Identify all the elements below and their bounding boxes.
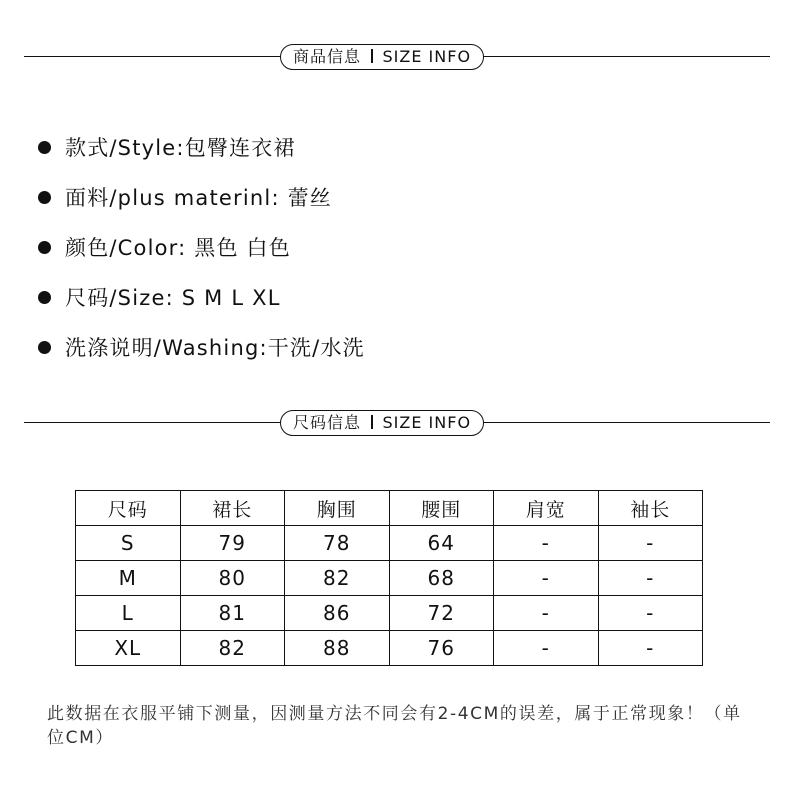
section-header-size-info [24, 410, 770, 436]
table-cell: 79 [180, 526, 285, 561]
section-title-en: SIZE INFO [382, 413, 472, 432]
spec-text: 洗涤说明/Washing:干洗/水洗 [65, 336, 365, 360]
spec-text: 颜色/Color: 黑色 白色 [65, 236, 291, 260]
table-cell: - [598, 631, 703, 666]
bullet-icon [38, 141, 51, 154]
spec-text: 尺码/Size: S M L XL [65, 286, 281, 310]
section-title-cn: 尺码信息 [293, 413, 362, 432]
spec-item-material [38, 172, 365, 222]
spec-text: 面料/plus materinl: 蕾丝 [65, 186, 333, 210]
title-separator [371, 415, 373, 429]
table-cell: - [494, 526, 599, 561]
table-row [76, 631, 703, 666]
section-title-en: SIZE INFO [382, 47, 472, 66]
title-separator [371, 49, 373, 63]
spec-item-style [38, 122, 365, 172]
header-size: 尺码 [76, 491, 181, 526]
table-cell: XL [76, 631, 181, 666]
table-cell: S [76, 526, 181, 561]
table-cell: 82 [180, 631, 285, 666]
table-cell: M [76, 561, 181, 596]
table-cell: 81 [180, 596, 285, 631]
spec-list [38, 122, 365, 372]
spec-item-washing [38, 322, 365, 372]
bullet-icon [38, 291, 51, 304]
table-cell: - [598, 526, 703, 561]
table-cell: 78 [285, 526, 390, 561]
table-row [76, 561, 703, 596]
table-cell: 68 [389, 561, 494, 596]
table-cell: - [598, 596, 703, 631]
header-sleeve: 袖长 [598, 491, 703, 526]
size-table [75, 490, 703, 666]
section-header-product-info [24, 44, 770, 70]
spec-item-size [38, 272, 365, 322]
table-header-row [76, 491, 703, 526]
table-cell: L [76, 596, 181, 631]
header-skirt-length: 裙长 [180, 491, 285, 526]
header-waist: 腰围 [389, 491, 494, 526]
spec-text: 款式/Style:包臀连衣裙 [65, 136, 296, 160]
bullet-icon [38, 191, 51, 204]
section-title-cn: 商品信息 [293, 47, 362, 66]
table-cell: - [494, 631, 599, 666]
table-cell: 72 [389, 596, 494, 631]
table-cell: - [598, 561, 703, 596]
bullet-icon [38, 341, 51, 354]
table-cell: 64 [389, 526, 494, 561]
table-row [76, 526, 703, 561]
bullet-icon [38, 241, 51, 254]
table-cell: 86 [285, 596, 390, 631]
table-cell: 88 [285, 631, 390, 666]
section-title-pill [280, 44, 484, 70]
spec-item-color [38, 222, 365, 272]
table-row [76, 596, 703, 631]
table-cell: - [494, 561, 599, 596]
section-title-pill [280, 410, 484, 436]
table-cell: 80 [180, 561, 285, 596]
table-cell: 76 [389, 631, 494, 666]
measurement-note: 此数据在衣服平铺下测量，因测量方法不同会有2-4CM的误差，属于正常现象！（单位CM） [47, 704, 742, 748]
header-shoulder: 肩宽 [494, 491, 599, 526]
table-cell: 82 [285, 561, 390, 596]
table-cell: - [494, 596, 599, 631]
header-bust: 胸围 [285, 491, 390, 526]
